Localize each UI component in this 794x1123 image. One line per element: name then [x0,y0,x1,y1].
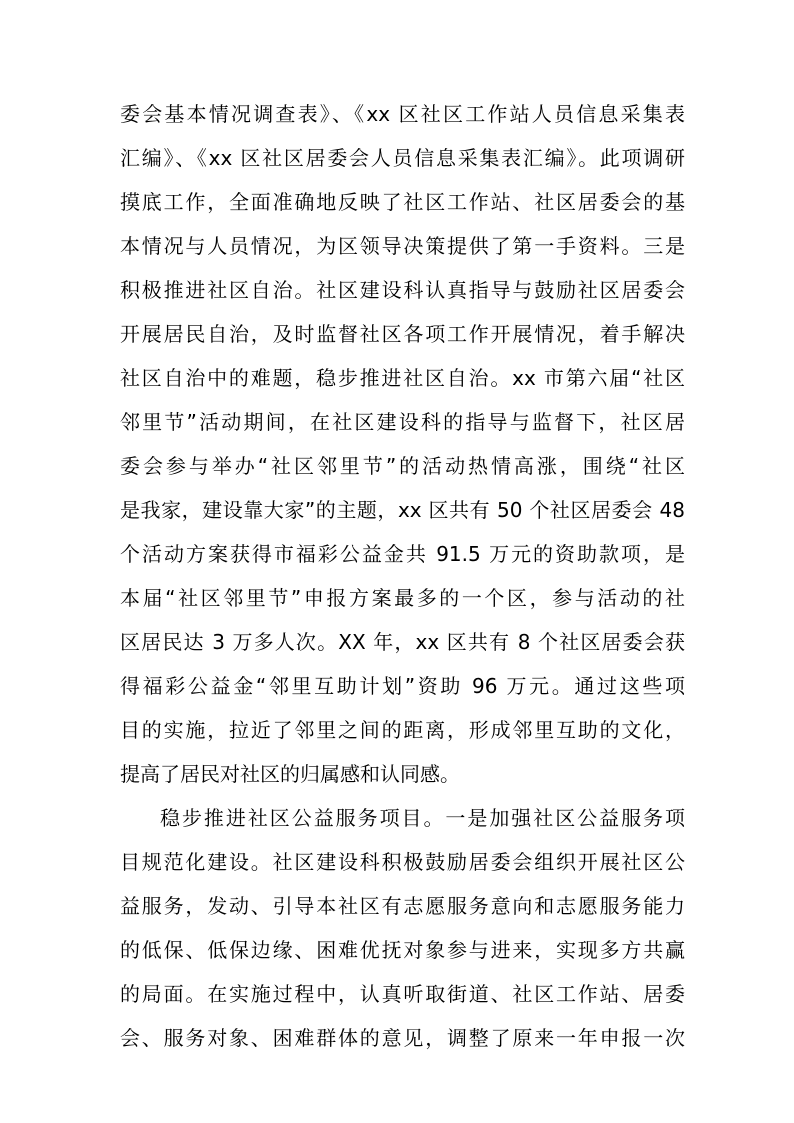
text-line: 目的实施，拉近了邻里之间的距离，形成邻里互助的文化， [120,718,685,742]
text-line: 得福彩公益金“邻里互助计划”资助 96 万元。通过这些项 [120,674,685,698]
text-line: 提高了居民对社区的归属感和认同感。 [120,762,460,786]
text-line: 本情况与人员情况，为区领导决策提供了第一手资料。三是 [120,234,685,258]
text-line: 是我家，建设靠大家”的主题，xx 区共有 50 个社区居委会 48 [120,498,685,522]
text-line: 委会参与举办“社区邻里节”的活动热情高涨，围绕“社区 [120,454,685,478]
text-line: 委会基本情况调查表》、《xx 区社区工作站人员信息采集表 [120,102,685,126]
text-line: 摸底工作，全面准确地反映了社区工作站、社区居委会的基 [120,190,685,214]
text-line: 个活动方案获得市福彩公益金共 91.5 万元的资助款项，是 [120,542,685,566]
document-body [120,92,685,1060]
text-line: 本届“社区邻里节”申报方案最多的一个区，参与活动的社 [120,586,685,610]
text-line: 区居民达 3 万多人次。XX 年，xx 区共有 8 个社区居委会获 [120,630,685,654]
paragraph-public-welfare-services [120,796,685,1060]
text-line: 邻里节”活动期间，在社区建设科的指导与监督下，社区居 [120,410,685,434]
text-line: 开展居民自治，及时监督社区各项工作开展情况，着手解决 [120,322,685,346]
text-line: 的局面。在实施过程中，认真听取街道、社区工作站、居委 [120,982,685,1006]
text-line: 积极推进社区自治。社区建设科认真指导与鼓励社区居委会 [120,278,685,302]
text-line: 汇编》、《xx 区社区居委会人员信息采集表汇编》。此项调研 [120,146,685,170]
text-line: 稳步推进社区公益服务项目。一是加强社区公益服务项 [160,806,685,830]
text-line: 社区自治中的难题，稳步推进社区自治。xx 市第六届“社区 [120,366,685,390]
text-line: 会、服务对象、困难群体的意见，调整了原来一年申报一次 [120,1026,685,1050]
text-line: 目规范化建设。社区建设科积极鼓励居委会组织开展社区公 [120,850,685,874]
paragraph-community-autonomy [120,92,685,796]
text-line: 的低保、低保边缘、困难优抚对象参与进来，实现多方共赢 [120,938,685,962]
text-line: 益服务，发动、引导本社区有志愿服务意向和志愿服务能力 [120,894,685,918]
